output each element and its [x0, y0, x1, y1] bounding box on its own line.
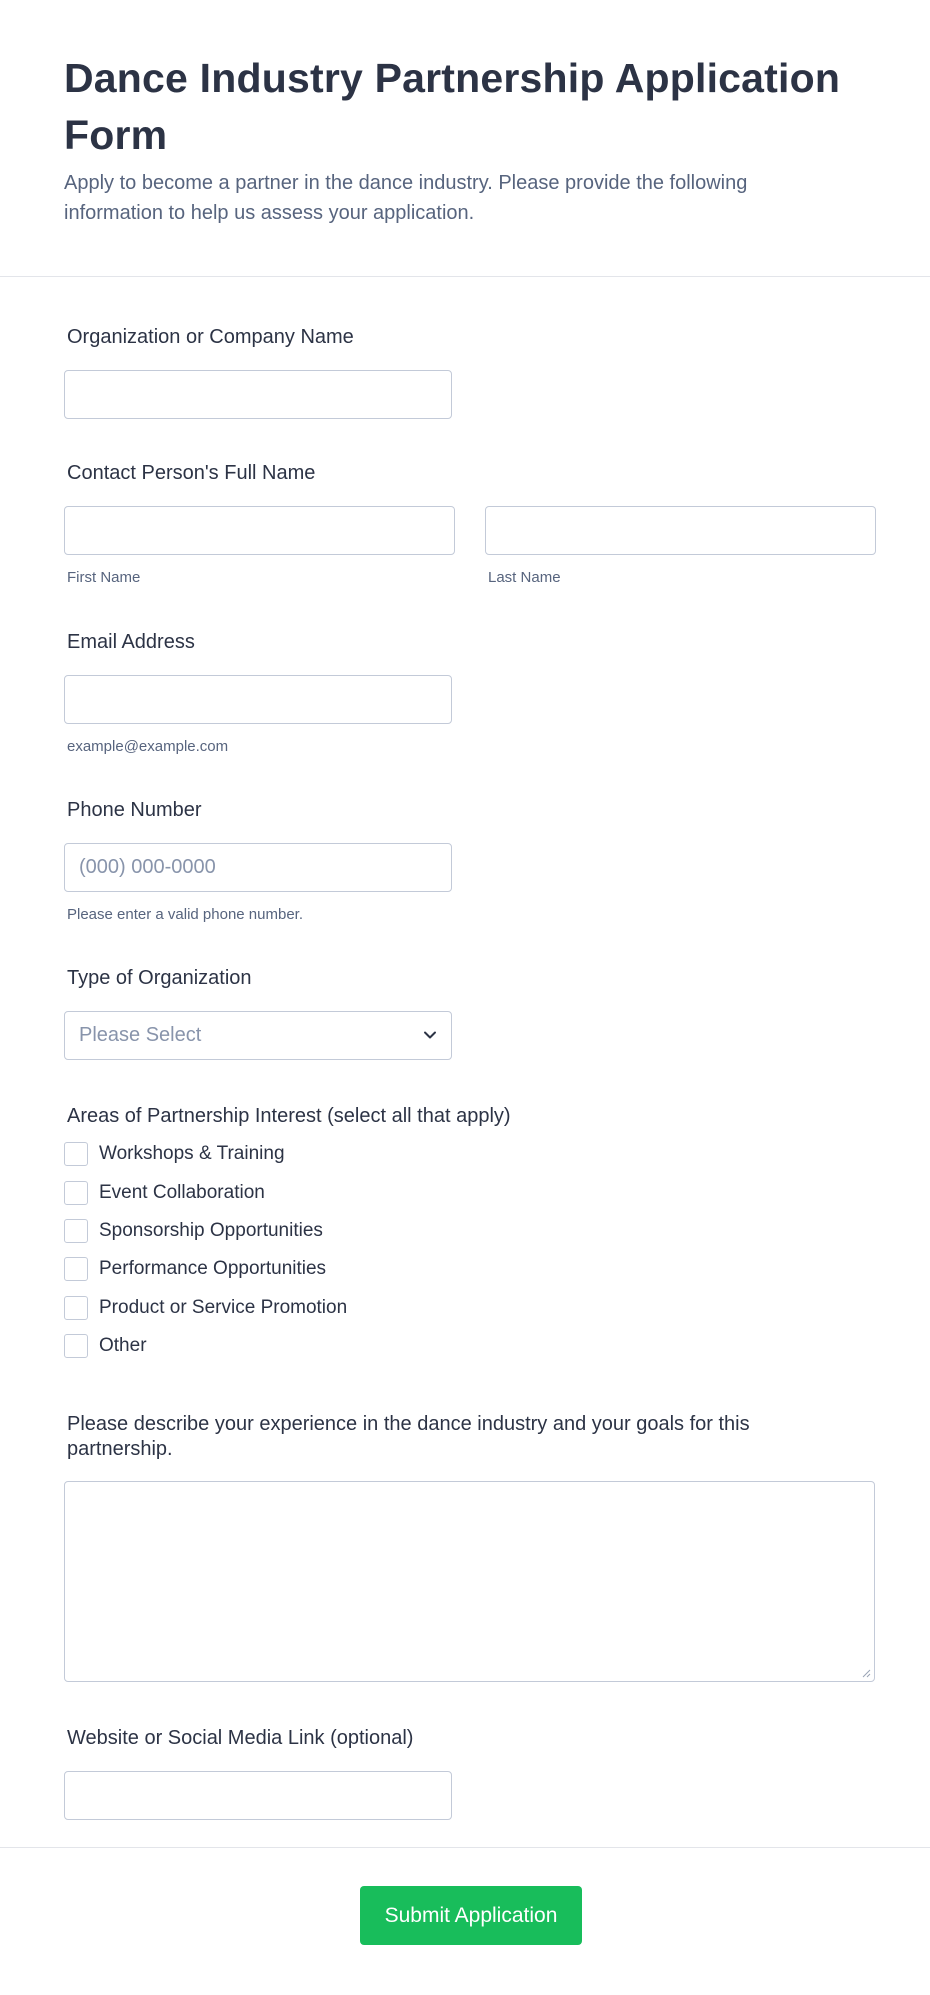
- interest-option-performance[interactable]: [64, 1250, 511, 1288]
- organization-input[interactable]: [64, 370, 452, 419]
- chevron-down-icon: [421, 1026, 439, 1044]
- interest-option-event-collaboration[interactable]: [64, 1173, 511, 1211]
- organization-type-label: Type of Organization: [67, 967, 252, 989]
- website-input[interactable]: [64, 1771, 452, 1820]
- resize-handle-icon[interactable]: [861, 1668, 871, 1678]
- interest-option-promotion[interactable]: [64, 1289, 511, 1327]
- contact-name-label: Contact Person's Full Name: [67, 462, 316, 484]
- experience-field: [64, 1412, 875, 1682]
- experience-textarea[interactable]: [64, 1481, 875, 1682]
- last-name-input[interactable]: [485, 506, 876, 555]
- organization-type-field: [64, 966, 452, 1060]
- interest-checkbox[interactable]: [64, 1296, 88, 1320]
- interest-option-label: Workshops & Training: [99, 1143, 285, 1165]
- form-header: [0, 0, 930, 277]
- interest-option-other[interactable]: [64, 1327, 511, 1365]
- interest-option-label: Performance Opportunities: [99, 1258, 327, 1280]
- website-field: [64, 1726, 452, 1820]
- interest-option-label: Event Collaboration: [99, 1181, 265, 1203]
- last-name-column: [485, 506, 876, 587]
- partnership-interests-list: [64, 1135, 511, 1365]
- email-field: [64, 630, 452, 756]
- partnership-interests-label: Areas of Partnership Interest (select all that apply): [67, 1105, 511, 1127]
- organization-type-selected-value: Please Select: [79, 1024, 202, 1046]
- interest-option-workshops[interactable]: [64, 1135, 511, 1173]
- experience-label: Please describe your experience in the dance industry and your goals for this partnership.: [67, 1413, 750, 1460]
- interest-option-label: Other: [99, 1335, 147, 1357]
- email-label: Email Address: [67, 631, 195, 653]
- contact-name-row: [64, 506, 876, 587]
- last-name-sublabel: Last Name: [488, 569, 561, 586]
- phone-label: Phone Number: [67, 799, 202, 821]
- organization-type-select[interactable]: [64, 1011, 452, 1060]
- submit-button[interactable]: Submit Application: [360, 1886, 582, 1945]
- interest-checkbox[interactable]: [64, 1181, 88, 1205]
- interest-checkbox[interactable]: [64, 1219, 88, 1243]
- first-name-input[interactable]: [64, 506, 455, 555]
- first-name-column: [64, 506, 455, 587]
- organization-field: [64, 325, 452, 419]
- first-name-sublabel: First Name: [67, 569, 141, 586]
- partnership-interests-field: [64, 1104, 511, 1365]
- interest-checkbox[interactable]: [64, 1257, 88, 1281]
- contact-name-field: [64, 461, 876, 587]
- form-footer: [0, 1847, 930, 1995]
- website-label: Website or Social Media Link (optional): [67, 1727, 414, 1749]
- form-subtitle: Apply to become a partner in the dance industry. Please provide the following information to help us assess your application.: [64, 172, 748, 224]
- organization-label: Organization or Company Name: [67, 326, 354, 348]
- interest-checkbox[interactable]: [64, 1142, 88, 1166]
- interest-option-label: Sponsorship Opportunities: [99, 1219, 323, 1241]
- interest-option-sponsorship[interactable]: [64, 1212, 511, 1250]
- email-sublabel: example@example.com: [67, 738, 229, 755]
- interest-checkbox[interactable]: [64, 1334, 88, 1358]
- email-input[interactable]: [64, 675, 452, 724]
- phone-input[interactable]: [64, 843, 452, 892]
- interest-option-label: Product or Service Promotion: [99, 1296, 348, 1318]
- form-title: Dance Industry Partnership Application Form: [64, 55, 841, 158]
- phone-sublabel: Please enter a valid phone number.: [67, 906, 303, 923]
- phone-field: [64, 798, 452, 924]
